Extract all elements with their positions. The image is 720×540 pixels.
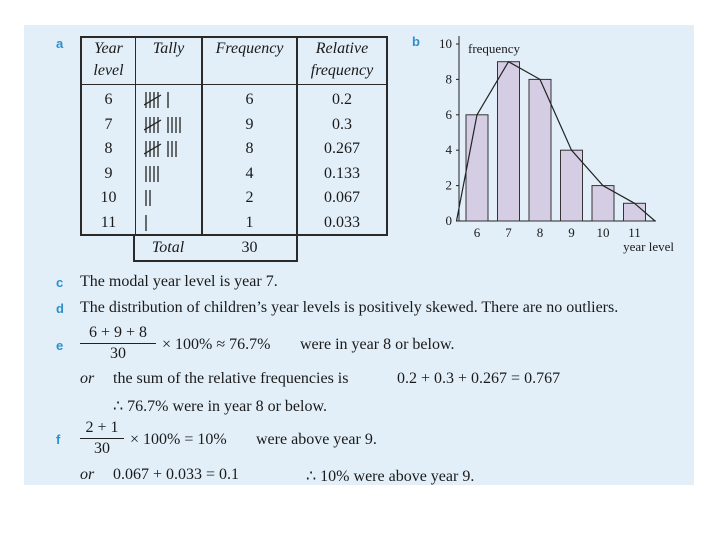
bar: [592, 186, 614, 221]
fraction-f-denominator: 30: [94, 440, 110, 457]
fraction-f: [80, 418, 124, 459]
x-tick-label: 6: [473, 225, 481, 240]
answer-e-or-expression: 0.2 + 0.3 + 0.267 = 0.767: [397, 370, 561, 387]
cell-relative-frequency: 0.033: [324, 213, 360, 231]
answer-e-conclusion: ∴ 76.7% were in year 8 or below.: [113, 398, 327, 415]
cell-frequency: 1: [245, 213, 254, 231]
cell-frequency: 6: [245, 91, 254, 108]
cell-year-level: 10: [100, 189, 117, 206]
bar: [498, 62, 520, 221]
bar: [466, 115, 488, 221]
cell-year-level: 7: [104, 115, 113, 133]
fraction-e: [80, 323, 156, 364]
cell-relative-frequency: 0.067: [324, 189, 360, 206]
cell-relative-frequency: 0.2: [332, 91, 352, 108]
tally-marks: [144, 214, 204, 234]
answer-c: The modal year level is year 7.: [80, 273, 278, 290]
answer-f-text: were above year 9.: [256, 431, 377, 448]
answer-f-expression: × 100% = 10%: [130, 431, 227, 448]
fraction-e-denominator: 30: [110, 345, 126, 362]
bar: [561, 150, 583, 221]
cell-relative-frequency: 0.267: [324, 140, 360, 157]
y-tick-label: 4: [445, 142, 452, 158]
part-f-label: f: [56, 432, 61, 447]
cell-frequency: 4: [245, 164, 254, 182]
answer-f-or-expression: 0.067 + 0.033 = 0.1: [113, 466, 240, 483]
tally-marks: [144, 165, 204, 185]
cell-frequency: 2: [245, 189, 254, 206]
x-tick-label: 8: [536, 225, 544, 240]
answer-e-or: or: [80, 370, 95, 387]
x-tick-label: 11: [628, 225, 641, 240]
y-axis-label: frequency: [468, 41, 520, 56]
cell-relative-frequency: 0.3: [332, 115, 352, 133]
header-tally: Tally: [152, 40, 185, 57]
cell-relative-frequency: 0.133: [324, 164, 360, 182]
y-tick-label: 6: [445, 106, 452, 122]
x-tick-label: 7: [505, 225, 512, 240]
tally-marks: [144, 91, 204, 111]
fraction-f-numerator: 2 + 1: [80, 418, 124, 439]
answer-e-text: were in year 8 or below.: [300, 336, 455, 353]
fraction-e-numerator: 6 + 9 + 8: [80, 323, 156, 344]
part-b-label: b: [412, 34, 420, 49]
frequency-histogram: [428, 32, 690, 260]
total-value: 30: [241, 239, 258, 256]
part-e-label: e: [56, 338, 64, 353]
y-tick-label: 10: [439, 36, 452, 51]
total-label: Total: [151, 239, 185, 256]
x-axis-label: year level: [623, 239, 674, 254]
cell-frequency: 8: [245, 140, 254, 157]
tally-marks: [144, 140, 204, 160]
cell-year-level: 6: [104, 91, 113, 108]
frequency-table: [80, 36, 390, 262]
y-tick-label: 0: [445, 213, 452, 228]
x-tick-label: 9: [568, 225, 575, 240]
tally-marks: [144, 189, 204, 209]
cell-frequency: 9: [245, 115, 254, 133]
bar: [624, 203, 646, 221]
cell-year-level: 11: [100, 213, 117, 231]
answer-f-conclusion: ∴ 10% were above year 9.: [306, 468, 475, 485]
part-c-label: c: [56, 275, 64, 290]
answer-f-or: or: [80, 466, 95, 483]
part-d-label: d: [56, 301, 64, 316]
y-tick-label: 8: [445, 71, 452, 87]
answer-e-or-text: the sum of the relative frequencies is: [113, 370, 349, 387]
header-frequency: Frequency: [215, 40, 284, 57]
cell-year-level: 8: [104, 140, 113, 157]
y-tick-label: 2: [445, 177, 452, 193]
answer-d: The distribution of children’s year levels is positively skewed. There are no outliers.: [80, 299, 619, 316]
header-year-level: Year level: [93, 40, 124, 79]
answer-e-expression: × 100% ≈ 76.7%: [162, 336, 271, 353]
x-tick-label: 10: [596, 225, 610, 240]
part-a-label: a: [56, 36, 64, 51]
bar: [529, 79, 551, 221]
header-relative-frequency: Relative frequency: [310, 40, 374, 79]
cell-year-level: 9: [104, 164, 113, 182]
tally-marks: [144, 116, 204, 136]
